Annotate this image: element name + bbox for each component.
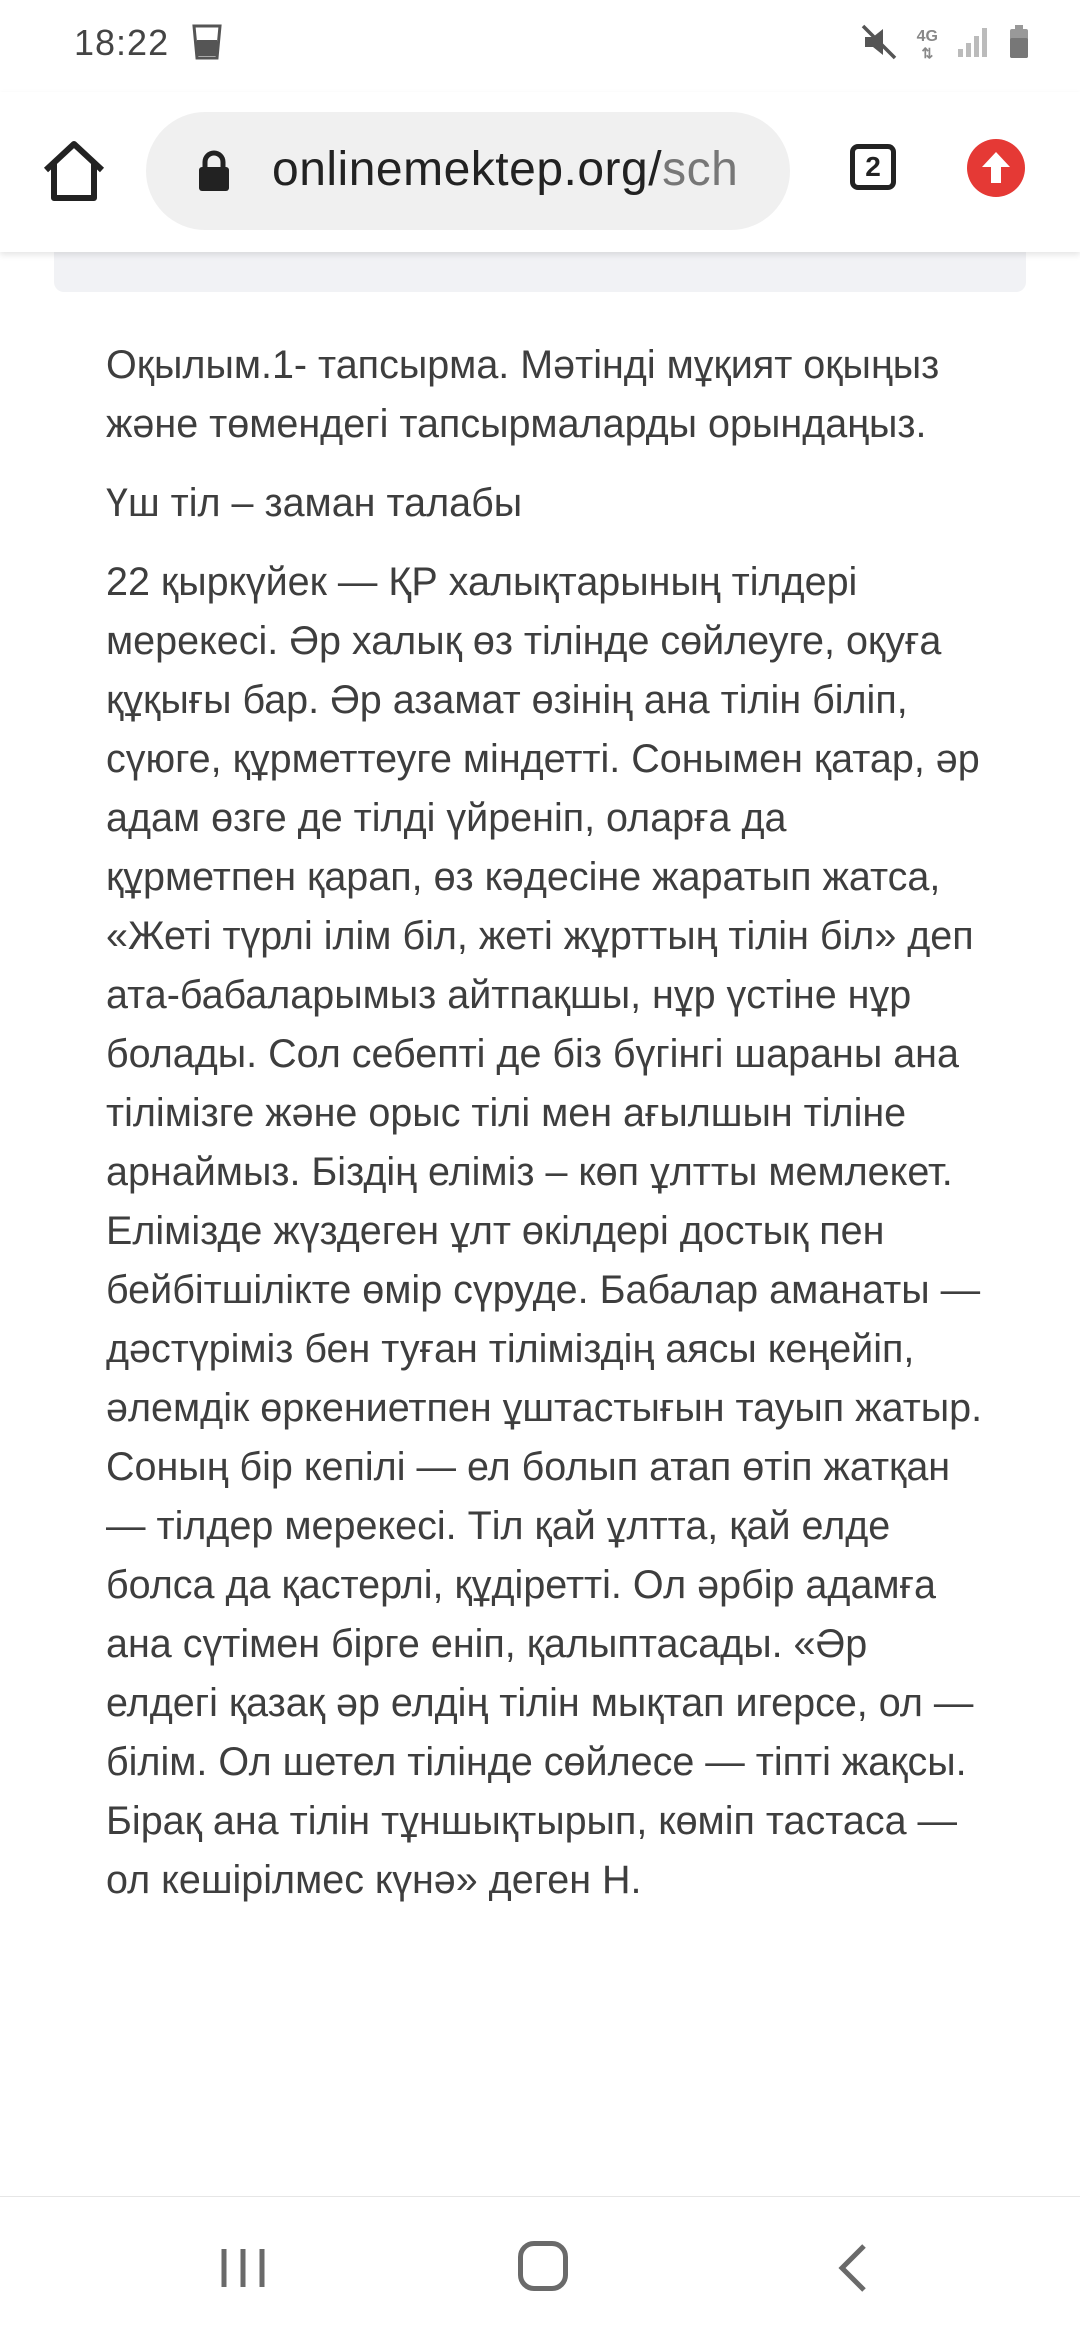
storage-icon [190,22,224,67]
url-host: onlinemektep.org/ [272,143,663,196]
nav-home-icon[interactable] [518,2241,568,2291]
lock-icon [196,150,232,197]
back-icon[interactable] [832,2242,872,2299]
url-bar[interactable] [146,112,790,230]
network-type: 4G ⇅ [916,27,938,61]
tab-count: 2 [865,151,881,182]
battery-icon [1008,24,1030,65]
article [106,336,986,1930]
recent-apps-icon[interactable] [218,2243,268,2298]
article-title: Үш тіл – заман талабы [106,481,523,525]
home-button[interactable] [36,134,112,210]
tabs-button[interactable] [850,144,896,190]
navigation-bar [0,2196,1080,2340]
browser-toolbar [0,92,1080,252]
signal-icon [956,25,990,64]
url-path: sch [662,143,739,196]
status-bar [0,0,1080,92]
article-body: 22 қыркүйек — ҚР халықтарының тілдері мерекесі. Әр халық өз тілінде сөйлеуге, оқуға құқығы бар. Әр азамат өзінің ана тілін біліп, сүюге, құрметтеуге міндетті. Сонымен қатар, әр адам өзге де тілді үйреніп, оларға да құрметпен қарап, өз кәдесіне жаратып жатса, «Жеті түрлі ілім біл, жеті жұрттың тілін біл» деп ата-бабаларымыз айтпақшы, нұр үстіне нұр болады. Сол себепті де біз бүгінгі шараны ана тілімізге және орыс тілі мен ағылшын тіліне арнаймыз. Біздің еліміз – көп ұлтты мемлекет. Елімізде жүздеген ұлт өкілдері достық пен бейбітшілікте өмір сүруде. Бабалар аманаты — дәстүріміз бен туған тіліміздің аясы кеңейіп, әлемдік өркениетпен ұштастығын тауып жатыр. Соның бір кепілі — ел болып атап өтіп жатқан — тілдер мерекесі. Тіл қай ұлтта, қай елде болса да қастерлі, құдіретті. Ол әрбір адамға ана сүтімен бірге еніп, қалыптасады. «Әр елдегі қазақ әр елдің тілін мықтап игерсе, ол — білім. Ол шетел тілінде сөйлесе — тіпті жақсы. Бірақ ана тілін тұншықтырып, көміп тастаса — ол кешірілмес күнә» деген Н. [106,560,983,1902]
url-text [272,142,738,197]
home-icon [36,134,112,210]
update-arrow-icon [967,139,1025,197]
task-instruction: Оқылым.1- тапсырма. Мәтінді мұқият оқыңыз және төмендегі тапсырмаларды орындаңыз. [106,343,940,446]
status-time: 18:22 [74,22,170,63]
update-button[interactable] [967,139,1025,197]
mute-icon [859,22,899,67]
